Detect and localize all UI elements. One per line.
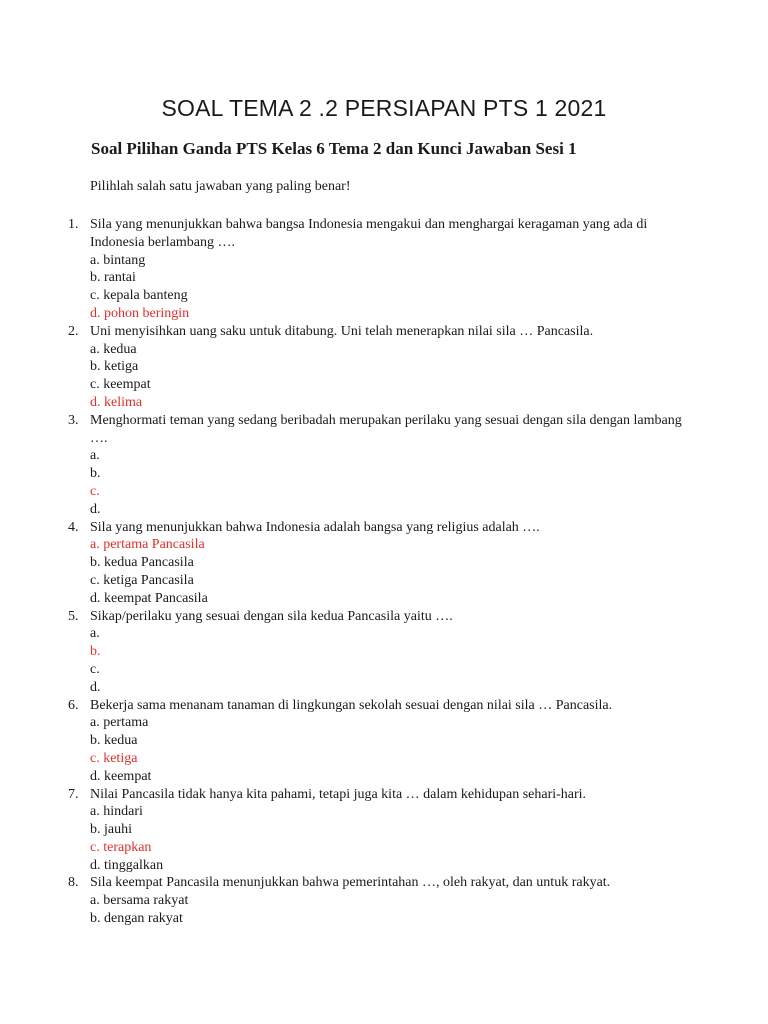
question-item [0,874,768,927]
question-list [0,216,768,928]
answer-option: b. kedua [90,733,138,749]
question-text: Menghormati teman yang sedang beribadah merupakan perilaku yang sesuai dengan sila dengan lambang …. [90,412,682,446]
question-number: 6. [68,697,79,713]
answer-option: c. keempat [90,377,151,393]
answer-option: b. ketiga [90,359,139,375]
question-text: Sila keempat Pancasila menunjukkan bahwa pemerintahan …, oleh rakyat, dan untuk rakyat. [90,875,611,891]
answer-option-correct: c. ketiga [90,750,138,766]
answer-option: d. tinggalkan [90,857,164,873]
answer-option: a. bersama rakyat [90,893,189,909]
question-item [0,323,768,412]
question-item [0,519,768,608]
question-item [0,412,768,519]
document-subtitle: Soal Pilihan Ganda PTS Kelas 6 Tema 2 dan Kunci Jawaban Sesi 1 [91,139,577,158]
question-number: 3. [68,412,79,428]
answer-option: c. ketiga Pancasila [90,572,194,588]
question-text: Uni menyisihkan uang saku untuk ditabung. Uni telah menerapkan nilai sila … Pancasila. [90,323,594,339]
answer-option: c. [90,661,100,677]
answer-option: b. rantai [90,270,136,286]
document-title: SOAL TEMA 2 .2 PERSIAPAN PTS 1 2021 [161,95,607,121]
answer-option: a. kedua [90,341,137,357]
instruction-text: Pilihlah salah satu jawaban yang paling benar! [90,179,351,194]
question-number: 5. [68,608,79,624]
question-text: Sikap/perilaku yang sesuai dengan sila kedua Pancasila yaitu …. [90,608,453,624]
answer-option: a. bintang [90,252,146,268]
question-item [0,697,768,786]
answer-option: b. jauhi [90,822,132,838]
question-text: Bekerja sama menanam tanaman di lingkungan sekolah sesuai dengan nilai sila … Pancasila. [90,697,613,713]
answer-option: b. [90,466,101,482]
question-item [0,786,768,875]
answer-option-correct: d. pohon beringin [90,305,190,321]
question-item [0,608,768,697]
answer-option: a. hindari [90,804,143,820]
answer-option: a. [90,626,100,642]
question-number: 7. [68,786,79,802]
answer-option: d. keempat [90,768,152,784]
answer-option: d. [90,501,101,517]
question-text: Nilai Pancasila tidak hanya kita pahami, tetapi juga kita … dalam kehidupan sehari-hari. [90,786,587,802]
question-number: 8. [68,875,79,891]
answer-option-correct: c. terapkan [90,839,152,855]
question-item [0,216,768,323]
answer-option-correct: c. [90,483,100,499]
answer-option: a. [90,448,100,464]
answer-option: b. kedua Pancasila [90,555,194,571]
answer-option: c. kepala banteng [90,288,188,304]
answer-option: d. [90,679,101,695]
question-text: Sila yang menunjukkan bahwa bangsa Indonesia mengakui dan menghargai keragaman yang ada di Indonesia berlambang …. [90,217,648,250]
question-text: Sila yang menunjukkan bahwa Indonesia adalah bangsa yang religius adalah …. [90,519,540,535]
answer-option-correct: d. kelima [90,394,143,410]
answer-option-correct: b. [90,644,101,660]
answer-option-correct: a. pertama Pancasila [90,537,205,553]
answer-option: d. keempat Pancasila [90,590,208,606]
question-number: 1. [68,217,79,232]
question-number: 4. [68,519,79,535]
question-number: 2. [68,323,79,339]
answer-option: b. dengan rakyat [90,911,183,927]
answer-option: a. pertama [90,715,149,731]
